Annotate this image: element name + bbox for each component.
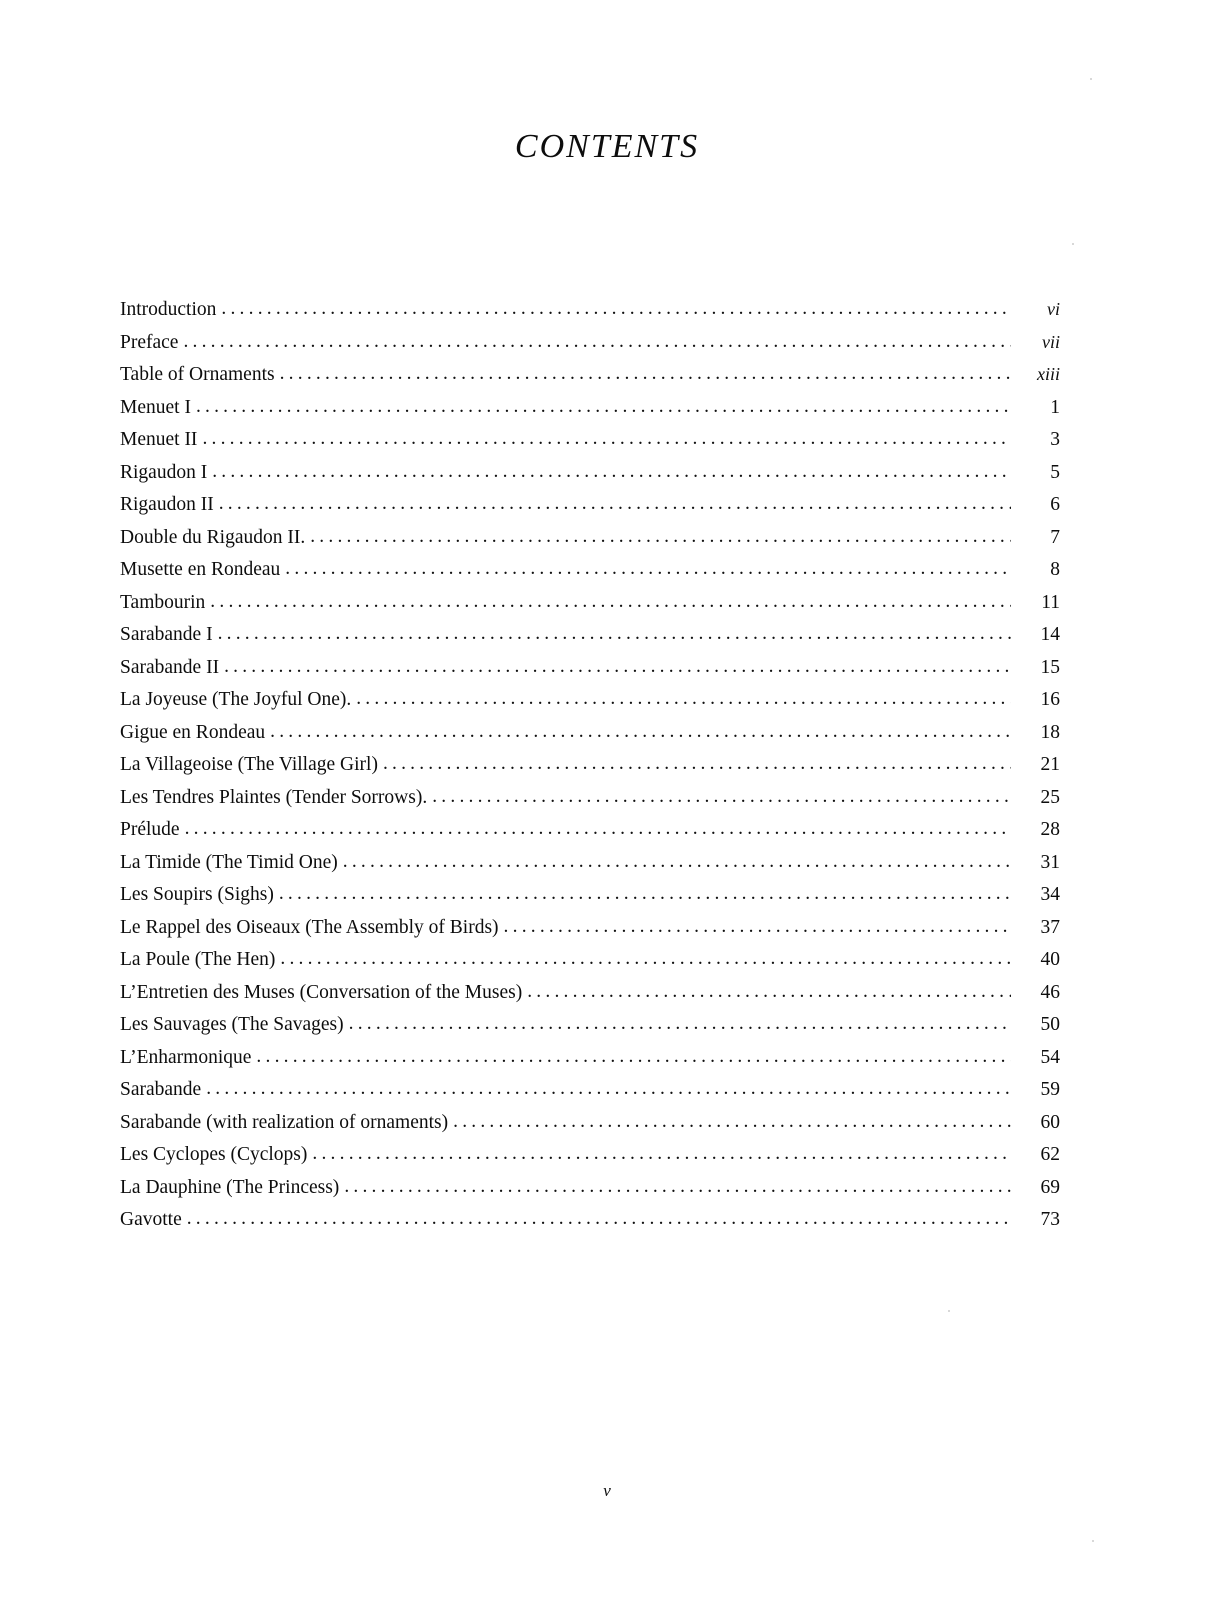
toc-leader-dots <box>196 397 1011 417</box>
toc-entry-label: Menuet II <box>120 429 198 450</box>
toc-entry-page: 8 <box>1050 559 1060 580</box>
toc-entry[interactable] <box>120 918 1060 951</box>
scan-speck <box>1092 1540 1094 1542</box>
toc-entry[interactable] <box>120 1048 1060 1081</box>
toc-entry[interactable] <box>120 1080 1060 1113</box>
toc-entry-page: 7 <box>1050 526 1060 548</box>
toc-entry-label: La Poule (The Hen) <box>120 949 276 970</box>
toc-leader-dots <box>206 1079 1011 1099</box>
toc-entry-page: 25 <box>1040 786 1060 808</box>
toc-entry-label: Gigue en Rondeau <box>120 721 266 743</box>
page-title: CONTENTS <box>514 128 700 165</box>
toc-entry[interactable] <box>120 300 1060 333</box>
toc-entry-page: vii <box>1042 331 1060 352</box>
toc-entry-page: 60 <box>1040 1111 1060 1133</box>
toc-leader-dots <box>279 884 1011 904</box>
scan-speck <box>1072 243 1074 245</box>
scan-speck <box>1090 78 1092 80</box>
toc-entry[interactable] <box>120 755 1060 788</box>
toc-entry[interactable] <box>120 723 1060 756</box>
toc-entry-label: Introduction <box>120 299 217 320</box>
toc-entry-label: Rigaudon I <box>120 461 208 483</box>
toc-entry[interactable] <box>120 885 1060 918</box>
toc-entry-page: xiii <box>1037 364 1060 384</box>
toc-leader-dots <box>344 1177 1011 1197</box>
toc-entry-page: 62 <box>1040 1144 1060 1165</box>
table-of-contents <box>120 300 1060 1243</box>
toc-leader-dots <box>210 592 1011 612</box>
toc-entry-label: L’Entretien des Muses (Conversation of the Muses) <box>120 981 523 1003</box>
toc-entry-page: 59 <box>1040 1079 1060 1100</box>
toc-leader-dots <box>185 819 1011 839</box>
toc-entry[interactable] <box>120 365 1060 398</box>
toc-leader-dots <box>280 364 1011 384</box>
scan-speck <box>948 1310 950 1312</box>
toc-entry-page: 11 <box>1041 591 1060 613</box>
toc-entry-label: Preface <box>120 331 179 353</box>
toc-entry-page: 40 <box>1040 949 1060 970</box>
toc-entry-label: Sarabande II <box>120 656 220 678</box>
toc-entry-label: Table of Ornaments <box>120 364 275 385</box>
toc-entry-label: Sarabande (with realization of ornaments) <box>120 1111 449 1133</box>
toc-leader-dots <box>212 462 1011 482</box>
toc-entry[interactable] <box>120 950 1060 983</box>
toc-leader-dots <box>285 559 1011 579</box>
toc-entry-label: Double du Rigaudon II. <box>120 526 306 548</box>
toc-entry-page: 31 <box>1040 851 1060 873</box>
toc-leader-dots <box>527 982 1011 1002</box>
toc-entry-label: La Joyeuse (The Joyful One). <box>120 689 352 710</box>
toc-leader-dots <box>310 527 1011 547</box>
toc-entry[interactable] <box>120 333 1060 366</box>
toc-entry-label: Les Tendres Plaintes (Tender Sorrows). <box>120 786 428 808</box>
toc-entry[interactable] <box>120 1015 1060 1048</box>
toc-entry-label: Musette en Rondeau <box>120 559 281 580</box>
toc-entry-label: La Timide (The Timid One) <box>120 851 338 873</box>
toc-entry-label: Menuet I <box>120 396 191 418</box>
toc-entry-label: Les Soupirs (Sighs) <box>120 884 274 905</box>
toc-entry[interactable] <box>120 593 1060 626</box>
toc-leader-dots <box>221 299 1011 319</box>
toc-entry[interactable] <box>120 658 1060 691</box>
toc-leader-dots <box>356 689 1011 709</box>
toc-leader-dots <box>453 1112 1011 1132</box>
toc-leader-dots <box>224 657 1011 677</box>
toc-leader-dots <box>343 852 1011 872</box>
toc-entry-page: 14 <box>1040 624 1060 645</box>
toc-entry-page: 73 <box>1040 1209 1060 1230</box>
toc-leader-dots <box>183 332 1011 352</box>
toc-entry[interactable] <box>120 1178 1060 1211</box>
toc-entry-label: Sarabande I <box>120 624 213 645</box>
toc-entry-page: 34 <box>1040 884 1060 905</box>
toc-entry-label: La Villageoise (The Village Girl) <box>120 754 378 775</box>
toc-leader-dots <box>432 787 1011 807</box>
toc-entry[interactable] <box>120 1113 1060 1146</box>
toc-entry[interactable] <box>120 495 1060 528</box>
toc-entry-label: L’Enharmonique <box>120 1046 252 1068</box>
toc-leader-dots <box>270 722 1011 742</box>
toc-entry[interactable] <box>120 690 1060 723</box>
toc-entry[interactable] <box>120 625 1060 658</box>
toc-entry[interactable] <box>120 853 1060 886</box>
toc-entry[interactable] <box>120 430 1060 463</box>
toc-entry-page: 16 <box>1040 689 1060 710</box>
toc-entry[interactable] <box>120 1210 1060 1243</box>
toc-leader-dots <box>280 949 1011 969</box>
toc-entry-page: 54 <box>1040 1046 1060 1068</box>
toc-entry-label: Les Sauvages (The Savages) <box>120 1014 344 1035</box>
toc-entry-page: 15 <box>1040 656 1060 678</box>
toc-entry-page: 50 <box>1040 1014 1060 1035</box>
toc-entry-label: Gavotte <box>120 1209 182 1230</box>
toc-entry[interactable] <box>120 560 1060 593</box>
toc-leader-dots <box>202 429 1011 449</box>
toc-leader-dots <box>256 1047 1011 1067</box>
toc-entry-page: 3 <box>1050 429 1060 450</box>
toc-entry-label: Sarabande <box>120 1079 202 1100</box>
toc-entry[interactable] <box>120 788 1060 821</box>
toc-leader-dots <box>504 917 1011 937</box>
toc-entry-page: 69 <box>1040 1176 1060 1198</box>
toc-entry-label: Rigaudon II <box>120 494 214 515</box>
toc-entry-page: 46 <box>1040 981 1060 1003</box>
toc-leader-dots <box>383 754 1011 774</box>
toc-entry-page: 21 <box>1040 754 1060 775</box>
toc-entry[interactable] <box>120 398 1060 431</box>
toc-leader-dots <box>349 1014 1011 1034</box>
toc-entry[interactable] <box>120 820 1060 853</box>
toc-entry-page: 6 <box>1050 494 1060 515</box>
toc-leader-dots <box>219 494 1011 514</box>
toc-leader-dots <box>312 1144 1011 1164</box>
toc-entry-label: Les Cyclopes (Cyclops) <box>120 1144 308 1165</box>
toc-entry-label: Prélude <box>120 819 180 840</box>
toc-entry-page: vi <box>1047 299 1060 319</box>
toc-entry-label: Le Rappel des Oiseaux (The Assembly of Birds) <box>120 916 499 938</box>
toc-entry-label: La Dauphine (The Princess) <box>120 1176 340 1198</box>
toc-entry[interactable] <box>120 528 1060 561</box>
toc-entry[interactable] <box>120 1145 1060 1178</box>
toc-entry-page: 37 <box>1040 916 1060 938</box>
toc-entry[interactable] <box>120 983 1060 1016</box>
toc-entry-page: 18 <box>1040 721 1060 743</box>
toc-entry-page: 1 <box>1050 396 1060 418</box>
toc-entry-page: 28 <box>1040 819 1060 840</box>
toc-entry-label: Tambourin <box>120 591 206 613</box>
toc-leader-dots <box>187 1209 1011 1229</box>
toc-entry-page: 5 <box>1050 461 1060 483</box>
page-folio: v <box>603 1481 611 1500</box>
toc-leader-dots <box>218 624 1011 644</box>
toc-entry[interactable] <box>120 463 1060 496</box>
